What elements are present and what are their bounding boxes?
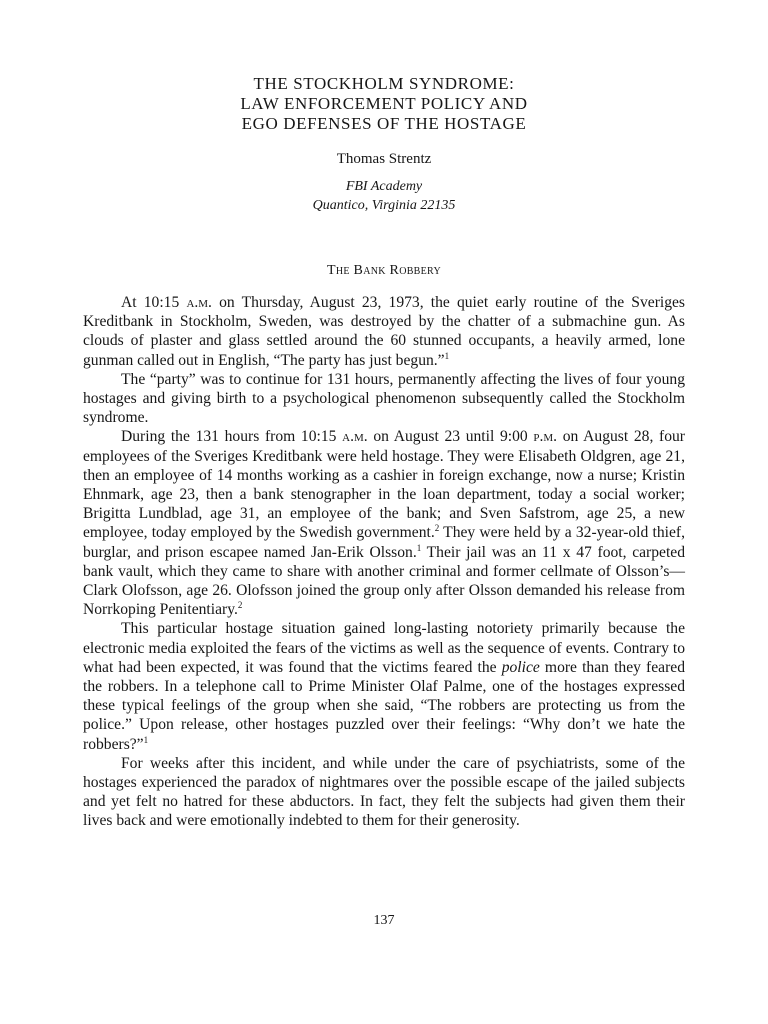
paragraph-2: The “party” was to continue for 131 hours, permanently affecting the lives of four young hostages and giving birth to a psychological phenomenon subsequently called the Stockholm syndrome. [83, 370, 685, 427]
footnote-ref: 2 [237, 600, 243, 611]
text-run: on August 23 until 9:00 [367, 428, 534, 446]
time-suffix: p.m. [533, 428, 558, 446]
author-name: Thomas Strentz [336, 151, 432, 167]
footnote-ref: 1 [444, 350, 450, 361]
title-line-3: EGO DEFENSES OF THE HOSTAGE [241, 114, 527, 133]
footnote-ref: 1 [416, 542, 422, 553]
time-suffix: a.m. [186, 294, 212, 311]
page-number: 137 [373, 913, 395, 928]
footnote-ref: 2 [434, 523, 440, 534]
paragraph-1 [83, 293, 685, 370]
paragraph-3 [83, 427, 685, 619]
text-run: on August 28, four employees of the Sveriges Kreditbank were held hostage. They were Elisabeth Oldgren, age 21, then an employee of 14 months working as a cashier in foreign exchange, now a nurse; Kristin Ehnmark, age 23, then a bank stenographer in the loan department, today a social worker; Brigitta Lundblad, age 31, an employee of the bank; and Sven Safstrom, age 25, a new employee, today employed by the Swedish government. [83, 428, 685, 542]
text-run: on Thursday, August 23, 1973, the quiet early routine of the Sveriges Kreditbank in Stockholm, Sweden, was destroyed by the chatter of a submachine gun. As clouds of plaster and glass settled around the 60 stunned occupants, a heavily armed, lone gunman called out in English, “The party has just begun.” [83, 294, 686, 369]
time-suffix: a.m. [342, 428, 368, 446]
article-body [83, 293, 685, 831]
text-run: At 10:15 [121, 294, 187, 311]
footnote-ref: 1 [143, 734, 149, 745]
title-line-2: LAW ENFORCEMENT POLICY AND [240, 94, 528, 113]
author-location: Quantico, Virginia 22135 [312, 198, 456, 213]
text-run: Their jail was an 11 x 47 foot, carpeted bank vault, which they came to share with another criminal and former cellmate of Olsson’s—Clark Olofsson, age 26. Olofsson joined the group only after Olsson demanded his release from Norrkoping Penitentiary. [83, 543, 686, 619]
text-run: This particular hostage situation gained long-lasting notoriety primarily because the electronic media exploited the fears of the victims as well as the sequence of events. Contrary to what had been expected, it was found that the victims feared the [83, 620, 685, 676]
article-title [0, 74, 768, 134]
paragraph-5: For weeks after this incident, and while under the care of psychiatrists, some of the hostages experienced the paradox of nightmares over the possible escape of the jailed subjects and yet felt no hatred for these abductors. In fact, they felt the subjects had given them their lives back and were emotionally indebted to them for their generosity. [83, 754, 685, 830]
text-run: more than they feared the robbers. In a telephone call to Prime Minister Olaf Palme, one of the hostages expressed these typical feelings of the group when she said, “The robbers are protecting us from the police.” Upon release, other hostages puzzled over their feelings: “Why don’t we hate the robbers?” [83, 658, 685, 753]
author-affiliation: FBI Academy [345, 179, 423, 194]
section-heading: The Bank Robbery [326, 263, 442, 278]
emphasis-police: police [501, 658, 540, 676]
title-line-1: THE STOCKHOLM SYNDROME: [253, 74, 515, 93]
text-run: They were held by a 32-year-old thief, burglar, and prison escapee named Jan-Erik Olsson. [83, 524, 685, 561]
paragraph-4 [83, 619, 685, 753]
text-run: During the 131 hours from 10:15 [121, 428, 343, 446]
author-block [0, 150, 768, 215]
